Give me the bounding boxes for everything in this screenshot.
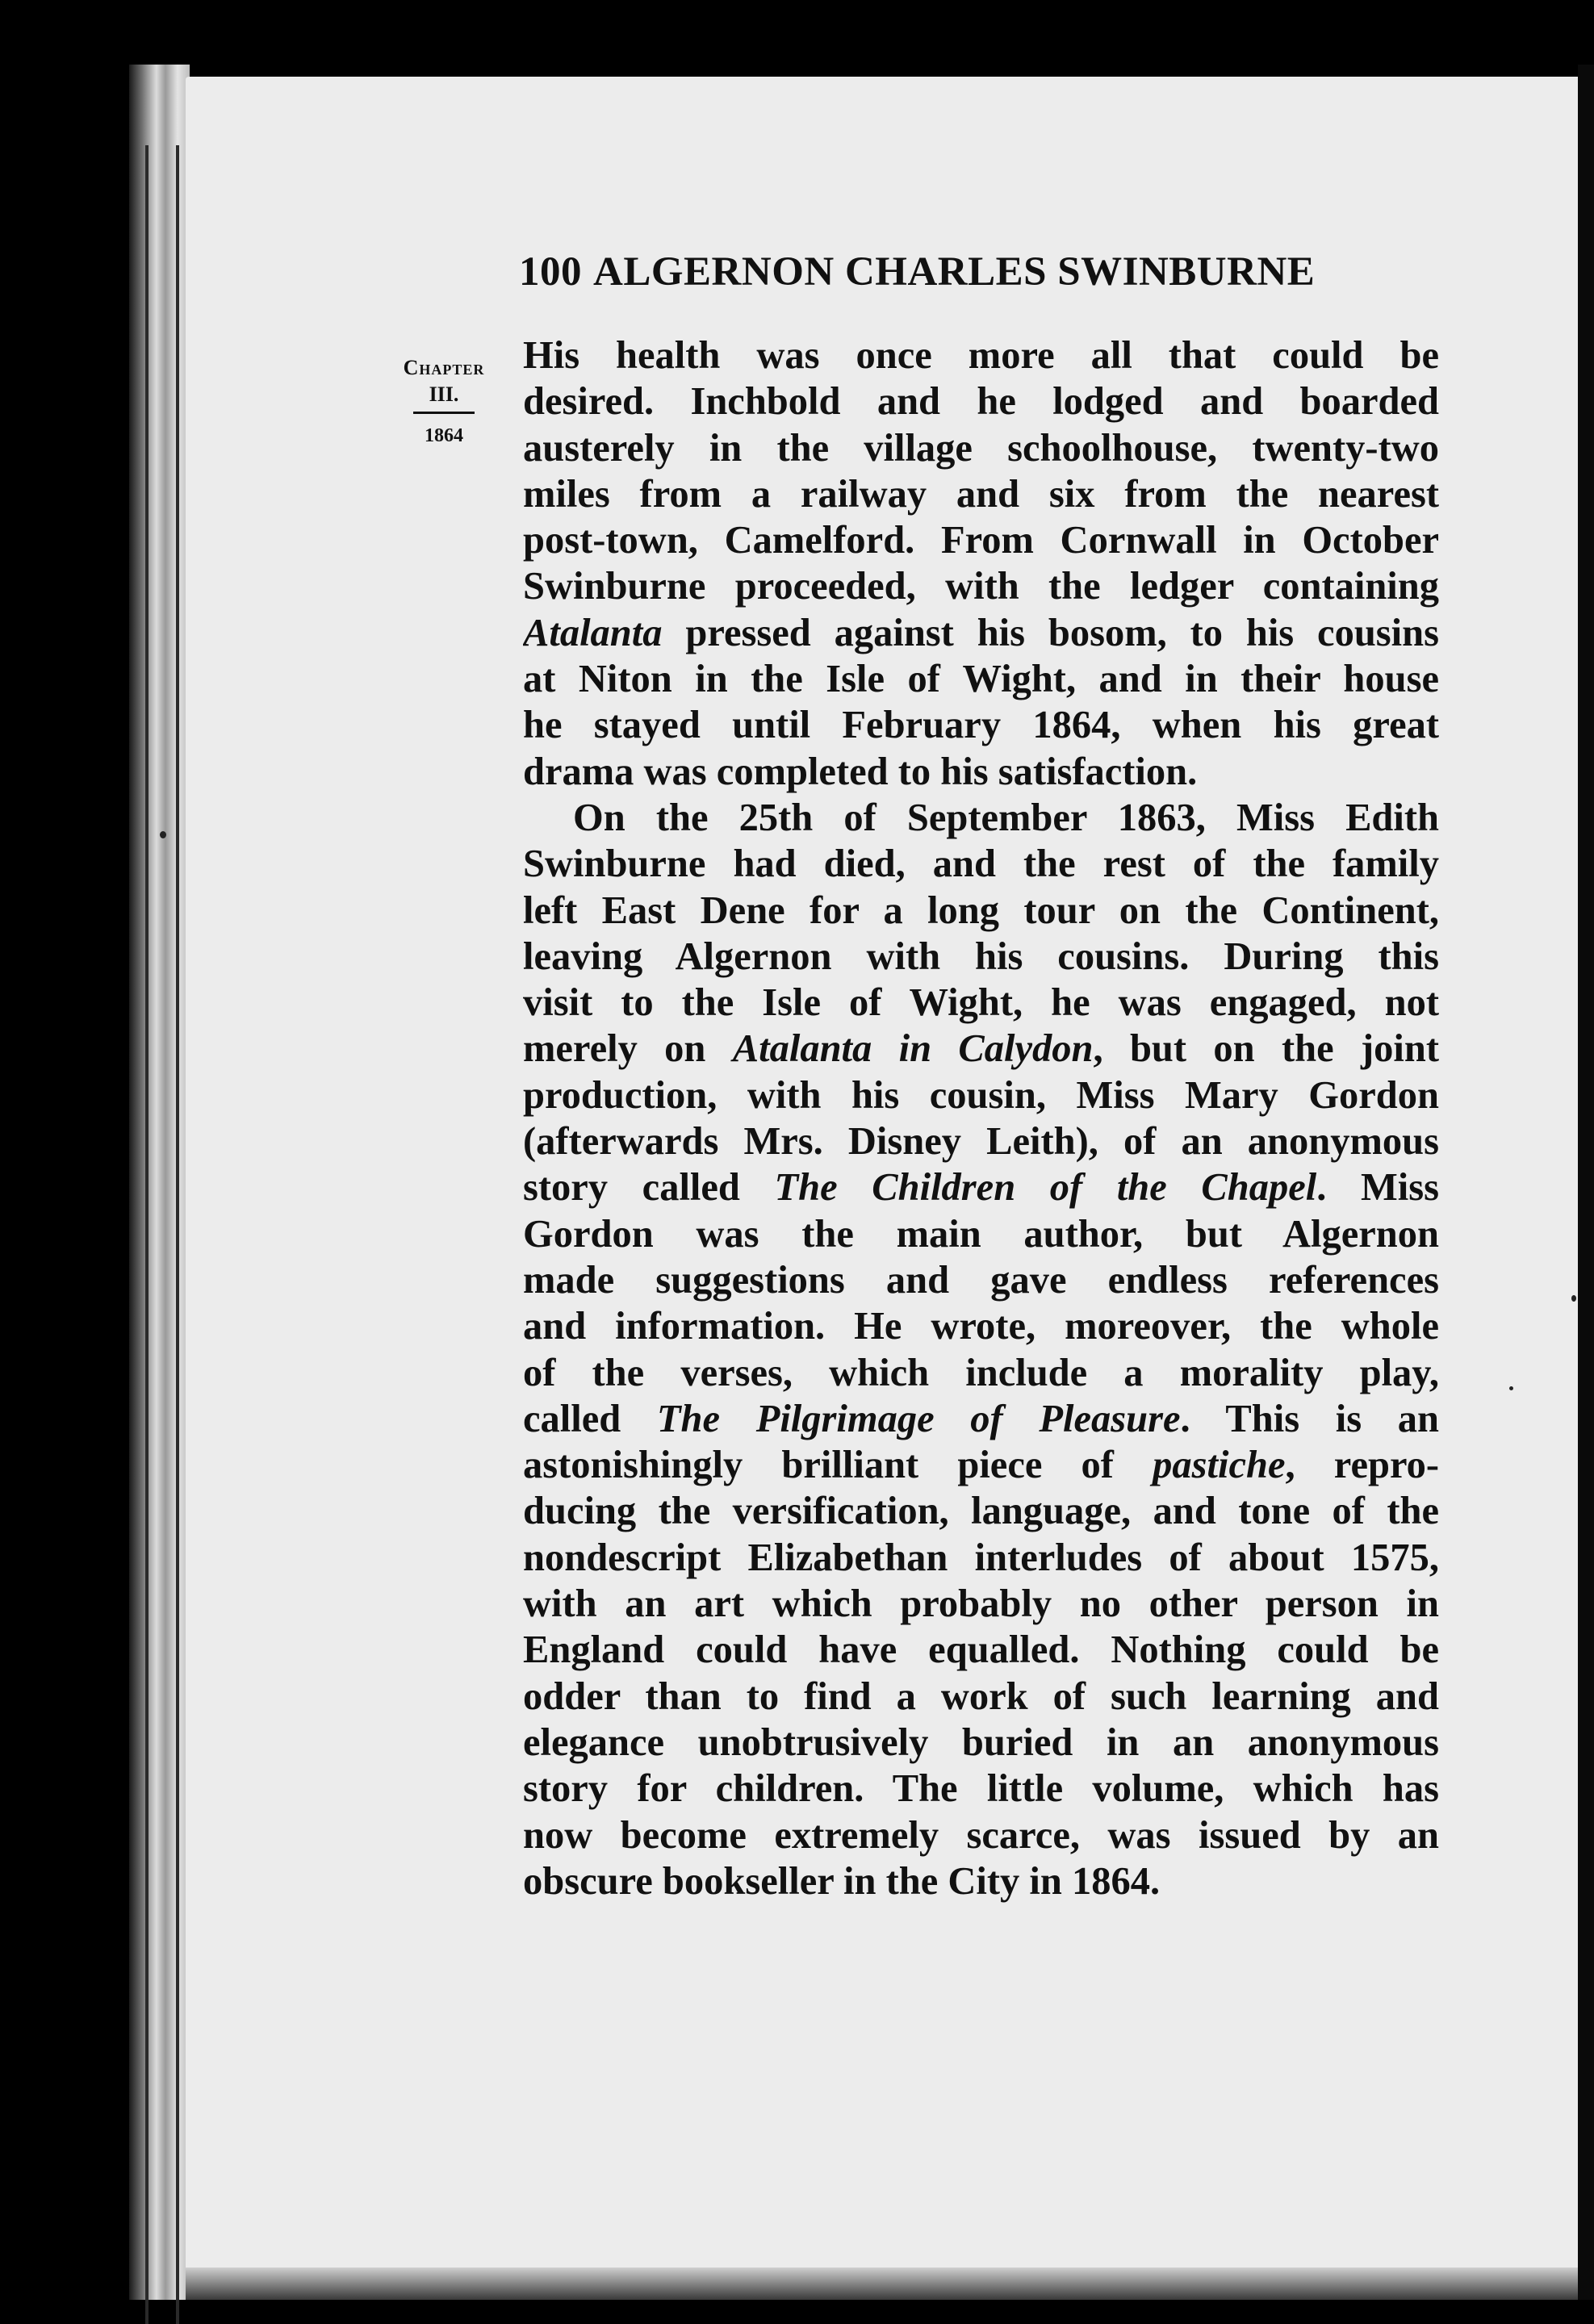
text-line: Swinburne had died, and the rest of the family xyxy=(523,842,1439,886)
text-line: nondescript Elizabethan interludes of about 1575, xyxy=(523,1536,1439,1579)
text-line: England could have equalled. Nothing could be xyxy=(523,1628,1439,1672)
page-number: 100 xyxy=(519,249,582,295)
text-line: left East Dene for a long tour on the Continent, xyxy=(523,888,1439,932)
text-line: miles from a railway and six from the nearest xyxy=(523,472,1439,516)
scan-speck xyxy=(1571,1295,1576,1302)
spine-line xyxy=(176,145,179,2324)
chapter-label: Chapter xyxy=(403,356,485,379)
bottom-page-edge xyxy=(186,2268,1578,2300)
text-line: His health was once more all that could be xyxy=(523,334,1439,377)
text-line: of the verses, which include a morality play, xyxy=(523,1351,1439,1394)
text-line: (afterwards Mrs. Disney Leith), of an anonymous xyxy=(523,1120,1439,1164)
text-line: post-town, Camelford. From Cornwall in October xyxy=(523,519,1439,562)
text-line: Gordon was the main author, but Algernon xyxy=(523,1212,1439,1256)
running-head xyxy=(519,249,1315,295)
text-line: with an art which probably no other person in xyxy=(523,1582,1439,1626)
text-line: Swinburne proceeded, with the ledger containing xyxy=(523,565,1439,608)
book-spine-edge xyxy=(129,65,190,2300)
text-line: merely on Atalanta in Calydon, but on the joint xyxy=(523,1027,1439,1071)
text-line: astonishingly brilliant piece of pastiche, repro- xyxy=(523,1444,1439,1487)
text-line: leaving Algernon with his cousins. During this xyxy=(523,934,1439,978)
text-line: production, with his cousin, Miss Mary Gordon xyxy=(523,1073,1439,1117)
text-line: he stayed until February 1864, when his great xyxy=(523,704,1439,747)
text-line: visit to the Isle of Wight, he was engaged, not xyxy=(523,981,1439,1025)
right-page-edge xyxy=(1578,65,1594,2300)
running-title: ALGERNON CHARLES SWINBURNE xyxy=(593,249,1316,295)
margin-year: 1864 xyxy=(425,425,463,446)
text-line: at Niton in the Isle of Wight, and in their house xyxy=(523,658,1439,701)
text-line: ducing the versification, language, and tone of the xyxy=(523,1490,1439,1533)
spine-line xyxy=(145,145,149,2324)
text-line: made suggestions and gave endless references xyxy=(523,1258,1439,1302)
text-line: and information. He wrote, moreover, the whole xyxy=(523,1305,1439,1348)
body-text xyxy=(523,332,1439,1904)
text-line: story called The Children of the Chapel. Miss xyxy=(523,1166,1439,1210)
text-line: now become extremely scarce, was issued by an xyxy=(523,1813,1439,1857)
chapter-number: III. xyxy=(429,382,459,406)
margin-rule xyxy=(413,412,475,414)
text-line: called The Pilgrimage of Pleasure. This is an xyxy=(523,1397,1439,1440)
scan-speck xyxy=(160,831,166,838)
scan-speck xyxy=(1509,1386,1513,1390)
text-line: elegance unobtrusively buried in an anonymous xyxy=(523,1720,1439,1764)
text-line: desired. Inchbold and he lodged and boarded xyxy=(523,380,1439,424)
text-line: drama was completed to his satisfaction. xyxy=(523,750,1198,793)
text-line: obscure bookseller in the City in 1864. xyxy=(523,1859,1161,1903)
text-line: On the 25th of September 1863, Miss Edith xyxy=(573,796,1439,839)
text-line: odder than to find a work of such learning and xyxy=(523,1674,1439,1718)
text-line: Atalanta pressed against his bosom, to his cousins xyxy=(523,611,1439,654)
margin-note xyxy=(379,355,508,448)
text-line: austerely in the village schoolhouse, twenty-two xyxy=(523,426,1439,470)
text-line: story for children. The little volume, which has xyxy=(523,1767,1439,1811)
